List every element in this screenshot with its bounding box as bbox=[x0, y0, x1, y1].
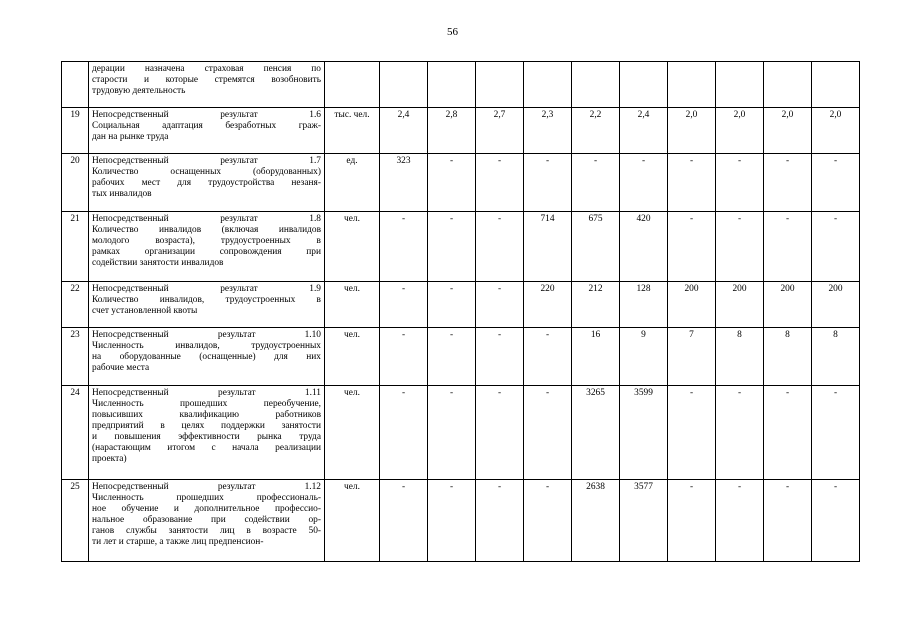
value-cell: - bbox=[764, 386, 812, 480]
description-line: Непосредственный результат 1.9 bbox=[92, 284, 321, 294]
description-line: (нарастающим итогом с начала реализации bbox=[92, 443, 321, 453]
description-line: рамках организации сопровождения при bbox=[92, 247, 321, 257]
value-cell: 2,0 bbox=[812, 108, 860, 154]
value-cell: 675 bbox=[572, 212, 620, 282]
row-number: 21 bbox=[62, 212, 89, 282]
value-cell: 2,0 bbox=[716, 108, 764, 154]
row-number: 22 bbox=[62, 282, 89, 328]
indicator-description bbox=[89, 480, 325, 562]
value-cell bbox=[476, 62, 524, 108]
value-cell: - bbox=[476, 480, 524, 562]
description-line: Непосредственный результат 1.10 bbox=[92, 330, 321, 340]
description-line: Непосредственный результат 1.7 bbox=[92, 156, 321, 166]
value-cell: - bbox=[428, 480, 476, 562]
unit-cell: чел. bbox=[325, 282, 380, 328]
table-row bbox=[62, 108, 860, 154]
value-cell bbox=[716, 62, 764, 108]
value-cell bbox=[428, 62, 476, 108]
description-line: и повышения эффективности рынка труда bbox=[92, 432, 321, 442]
description-line: дерации назначена страховая пенсия по bbox=[92, 64, 321, 74]
description-line: повысивших квалификацию работников bbox=[92, 410, 321, 420]
description-line: тых инвалидов bbox=[92, 189, 152, 199]
value-cell: - bbox=[812, 480, 860, 562]
row-number: 24 bbox=[62, 386, 89, 480]
table-row bbox=[62, 282, 860, 328]
description-line: Численность инвалидов, трудоустроенных bbox=[92, 341, 321, 351]
description-line: Количество оснащенных (оборудованных) bbox=[92, 167, 321, 177]
unit-cell: чел. bbox=[325, 328, 380, 386]
value-cell: 200 bbox=[764, 282, 812, 328]
description-line: Количество инвалидов, трудоустроенных в bbox=[92, 295, 321, 305]
value-cell: - bbox=[716, 386, 764, 480]
description-line: трудовую деятельность bbox=[92, 86, 186, 96]
value-cell: - bbox=[380, 480, 428, 562]
value-cell: 200 bbox=[668, 282, 716, 328]
value-cell bbox=[620, 62, 668, 108]
value-cell: 8 bbox=[812, 328, 860, 386]
value-cell: 200 bbox=[716, 282, 764, 328]
row-number: 20 bbox=[62, 154, 89, 212]
value-cell bbox=[572, 62, 620, 108]
value-cell: - bbox=[716, 154, 764, 212]
value-cell: - bbox=[524, 328, 572, 386]
description-line: ти лет и старше, а также лиц предпенсион- bbox=[92, 537, 264, 547]
value-cell: - bbox=[428, 328, 476, 386]
value-cell: - bbox=[380, 328, 428, 386]
value-cell: - bbox=[620, 154, 668, 212]
value-cell: 3265 bbox=[572, 386, 620, 480]
value-cell: 7 bbox=[668, 328, 716, 386]
description-line: Численность прошедших переобучение, bbox=[92, 399, 321, 409]
value-cell: 2638 bbox=[572, 480, 620, 562]
value-cell: 2,0 bbox=[764, 108, 812, 154]
value-cell bbox=[812, 62, 860, 108]
description-line: Непосредственный результат 1.12 bbox=[92, 482, 321, 492]
indicator-description bbox=[89, 282, 325, 328]
description-line: Непосредственный результат 1.6 bbox=[92, 110, 321, 120]
value-cell: 16 bbox=[572, 328, 620, 386]
unit-cell: чел. bbox=[325, 386, 380, 480]
description-line: счет установленной квоты bbox=[92, 306, 198, 316]
value-cell: - bbox=[716, 212, 764, 282]
table-row bbox=[62, 154, 860, 212]
description-line: Количество инвалидов (включая инвалидов bbox=[92, 225, 321, 235]
indicator-description bbox=[89, 154, 325, 212]
description-line: ное обучение и дополнительное профессио- bbox=[92, 504, 321, 514]
value-cell: - bbox=[524, 386, 572, 480]
value-cell: - bbox=[812, 386, 860, 480]
table-row bbox=[62, 62, 860, 108]
value-cell: 8 bbox=[764, 328, 812, 386]
value-cell: 128 bbox=[620, 282, 668, 328]
unit-cell: чел. bbox=[325, 212, 380, 282]
unit-cell bbox=[325, 62, 380, 108]
value-cell: - bbox=[428, 154, 476, 212]
description-line: содействии занятости инвалидов bbox=[92, 258, 224, 268]
description-line: рабочие места bbox=[92, 363, 150, 373]
description-line: предприятий в целях поддержки занятости bbox=[92, 421, 321, 431]
value-cell: - bbox=[428, 212, 476, 282]
value-cell: 323 bbox=[380, 154, 428, 212]
value-cell: 2,4 bbox=[620, 108, 668, 154]
value-cell: 2,8 bbox=[428, 108, 476, 154]
value-cell bbox=[380, 62, 428, 108]
description-line: Численность прошедших профессиональ- bbox=[92, 493, 321, 503]
description-line: Непосредственный результат 1.11 bbox=[92, 388, 321, 398]
value-cell: 2,2 bbox=[572, 108, 620, 154]
value-cell: - bbox=[668, 386, 716, 480]
unit-cell: тыс. чел. bbox=[325, 108, 380, 154]
table-row bbox=[62, 386, 860, 480]
indicator-description bbox=[89, 108, 325, 154]
value-cell: - bbox=[524, 154, 572, 212]
value-cell: - bbox=[476, 328, 524, 386]
value-cell: - bbox=[716, 480, 764, 562]
description-line: Непосредственный результат 1.8 bbox=[92, 214, 321, 224]
value-cell: - bbox=[428, 282, 476, 328]
description-line: дан на рынке труда bbox=[92, 132, 169, 142]
value-cell: 420 bbox=[620, 212, 668, 282]
indicator-description bbox=[89, 386, 325, 480]
value-cell: 2,3 bbox=[524, 108, 572, 154]
value-cell: 8 bbox=[716, 328, 764, 386]
value-cell: - bbox=[668, 480, 716, 562]
value-cell: 200 bbox=[812, 282, 860, 328]
value-cell: - bbox=[476, 282, 524, 328]
value-cell: 220 bbox=[524, 282, 572, 328]
value-cell: - bbox=[476, 386, 524, 480]
value-cell: - bbox=[764, 154, 812, 212]
table-row bbox=[62, 328, 860, 386]
value-cell: 2,7 bbox=[476, 108, 524, 154]
row-number: 19 bbox=[62, 108, 89, 154]
description-line: старости и которые стремятся возобновить bbox=[92, 75, 321, 85]
value-cell: - bbox=[524, 480, 572, 562]
value-cell: - bbox=[812, 154, 860, 212]
table-row bbox=[62, 212, 860, 282]
indicator-description bbox=[89, 328, 325, 386]
value-cell: 212 bbox=[572, 282, 620, 328]
value-cell: - bbox=[476, 154, 524, 212]
description-line: рабочих мест для трудоустройства незаня- bbox=[92, 178, 321, 188]
value-cell: - bbox=[380, 386, 428, 480]
description-line: молодого возраста), трудоустроенных в bbox=[92, 236, 321, 246]
value-cell: - bbox=[764, 480, 812, 562]
value-cell: - bbox=[428, 386, 476, 480]
value-cell: - bbox=[476, 212, 524, 282]
value-cell: - bbox=[380, 212, 428, 282]
value-cell: - bbox=[812, 212, 860, 282]
value-cell: 9 bbox=[620, 328, 668, 386]
unit-cell: чел. bbox=[325, 480, 380, 562]
description-line: на оборудованные (оснащенные) для них bbox=[92, 352, 321, 362]
value-cell bbox=[524, 62, 572, 108]
value-cell: - bbox=[572, 154, 620, 212]
indicator-description bbox=[89, 212, 325, 282]
indicator-description bbox=[89, 62, 325, 108]
value-cell: 2,0 bbox=[668, 108, 716, 154]
page-number: 56 bbox=[447, 26, 458, 38]
description-line: нальное образование при содействии ор- bbox=[92, 515, 321, 525]
description-line: Социальная адаптация безработных граж- bbox=[92, 121, 321, 131]
description-line: проекта) bbox=[92, 454, 127, 464]
unit-cell: ед. bbox=[325, 154, 380, 212]
value-cell bbox=[668, 62, 716, 108]
value-cell: - bbox=[668, 212, 716, 282]
value-cell: - bbox=[380, 282, 428, 328]
value-cell: - bbox=[764, 212, 812, 282]
value-cell: 3577 bbox=[620, 480, 668, 562]
indicators-table bbox=[61, 61, 860, 562]
value-cell: 714 bbox=[524, 212, 572, 282]
value-cell: - bbox=[668, 154, 716, 212]
description-line: ганов службы занятости лиц в возрасте 50- bbox=[92, 526, 321, 536]
row-number: 25 bbox=[62, 480, 89, 562]
table-row bbox=[62, 480, 860, 562]
value-cell bbox=[764, 62, 812, 108]
row-number bbox=[62, 62, 89, 108]
value-cell: 3599 bbox=[620, 386, 668, 480]
value-cell: 2,4 bbox=[380, 108, 428, 154]
row-number: 23 bbox=[62, 328, 89, 386]
